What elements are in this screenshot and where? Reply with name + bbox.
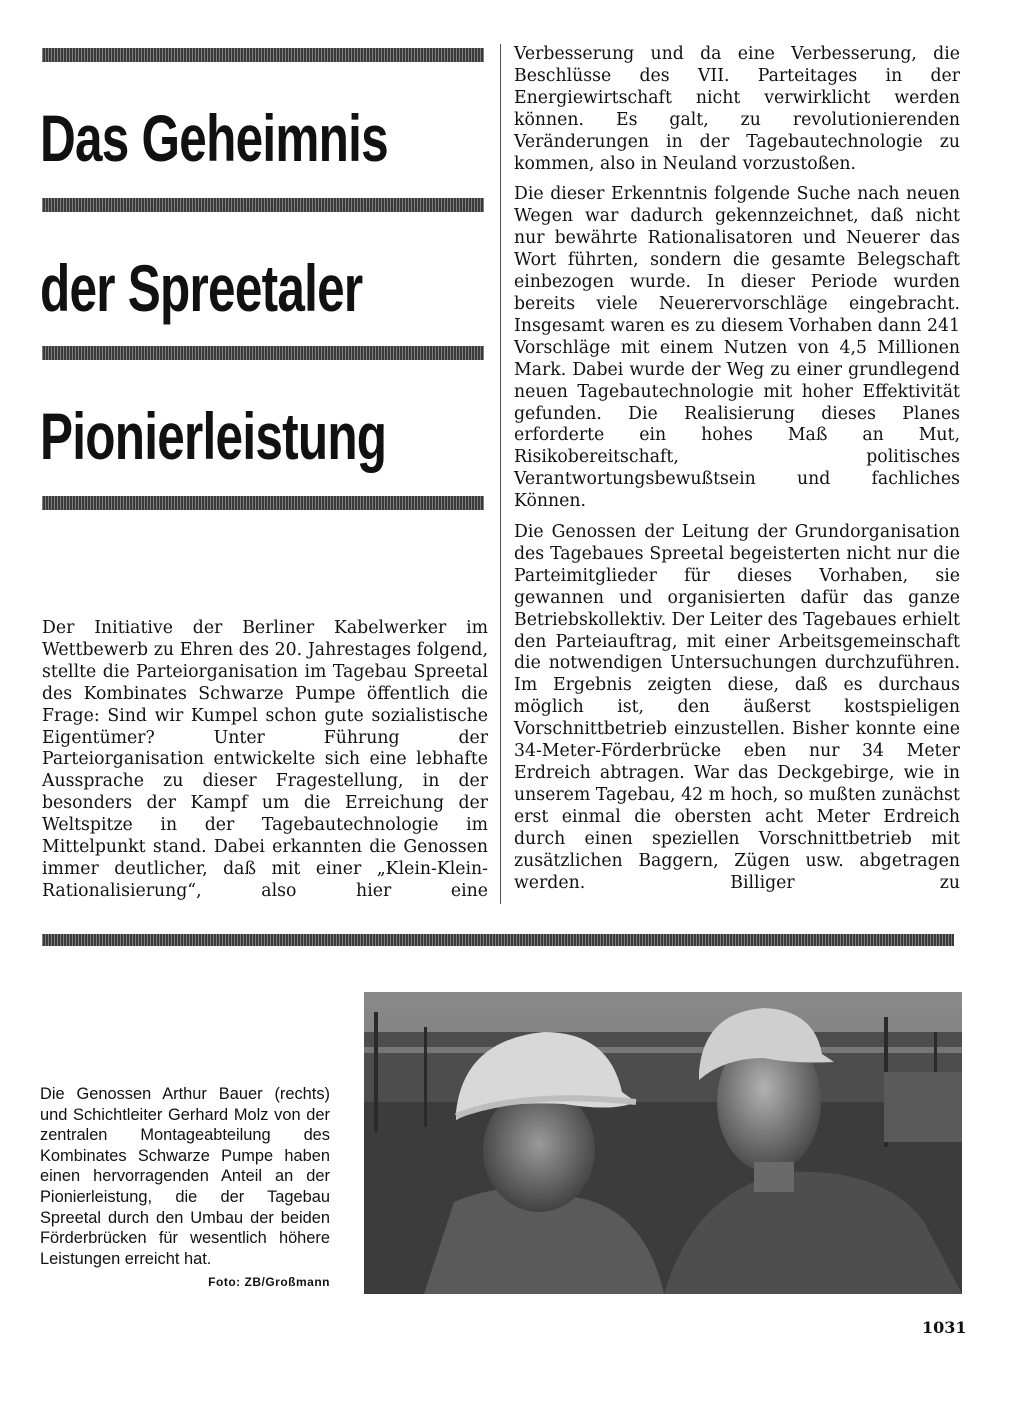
headline-rule-top [42, 48, 484, 62]
page-number: 1031 [922, 1318, 967, 1337]
caption-text: Die Genossen Arthur Bauer (rechts) und Schichtleiter Gerhard Molz von der zentralen Montageabteilung des Kombinates Schwarze Pumpe haben einen hervorragenden Anteil an der Pionierleistung, die der Tagebau Spreetal durch den Umbau der beiden Förderbrücken für wesentlich höhere Leistungen erreicht hat. [40, 1085, 330, 1268]
section-rule [42, 934, 954, 946]
left-column [42, 618, 488, 912]
headline-line-2: der Spreetaler [40, 251, 363, 325]
photo-credit: Foto: ZB/Großmann [208, 1275, 330, 1290]
headline-rule-2 [42, 198, 484, 212]
right-paragraph-2: Die dieser Erkenntnis folgende Suche nach neuen Wegen war dadurch gekennzeichnet, daß nicht nur bewährte Rationalisatoren und Neuerer das Wort führten, sondern die gesamte Belegschaft einbezogen wurde. In dieser Periode wurden bereits viele Neuerervorschläge eingebracht. Insgesamt waren es zu diesem Vorhaben dann 241 Vorschläge mit einem Nutzen von 4,5 Millionen Mark. Dabei wurde der Weg zu einer grundlegend neuen Tagebautechnologie mit hoher Effektivität gefunden. Die Realisierung dieses Planes erforderte ein hohes Maß an Mut, Risikobereitschaft, politisches Verantwortungsbewußtsein und fachliches Können. [514, 184, 960, 512]
headline-line-1: Das Geheimnis [40, 101, 388, 175]
column-divider [500, 44, 501, 904]
photo-two-workers [364, 992, 962, 1294]
right-column [514, 44, 960, 903]
headline-rule-bottom [42, 496, 484, 510]
left-paragraph-1: Der Initiative der Berliner Kabelwerker im Wettbewerb zu Ehren des 20. Jahrestages folgend, stellte die Parteiorganisation im Tagebau Spreetal des Kombinates Schwarze Pumpe öffentlich die Frage: Sind wir Kumpel schon gute sozialistische Eigentümer? Unter Führung der Parteiorganisation entwickelte sich eine lebhafte Aussprache zu dieser Fragestellung, in der besonders der Kampf um die Erreichung der Weltspitze in der Tagebautechnologie im Mittelpunkt stand. Dabei erkannten die Genossen immer deutlicher, daß mit einer „Klein-Klein-Rationalisierung“, also hier eine [42, 618, 488, 901]
headline-line-3: Pionierleistung [40, 399, 387, 473]
right-paragraph-3: Die Genossen der Leitung der Grundorganisation des Tagebaues Spreetal begeisterten nicht nur die Parteimitglieder für dieses Vorhaben, sie gewannen und organisierten dafür das ganze Betriebskollektiv. Der Leiter des Tagebaues erhielt den Parteiauftrag, mit einer Arbeitsgemeinschaft die notwendigen Untersuchungen durchzuführen. Im Ergebnis zeigten diese, daß es durchaus möglich ist, den äußerst kostspieligen Vorschnittbetrieb einzustellen. Bisher konnte eine 34-Meter-Förderbrücke eben nur 34 Meter Erdreich abtragen. War das Deckgebirge, wie in unserem Tagebau, 42 m hoch, so mußten zunächst erst einmal die obersten acht Meter Erdreich durch einen speziellen Vorschnittbetrieb mit zusätzlichen Baggern, Zügen usw. abgetragen werden. Billiger zu [514, 522, 960, 893]
headline-rule-3 [42, 346, 484, 360]
right-paragraph-1: Verbesserung und da eine Verbesserung, die Beschlüsse des VII. Parteitages in der Energiewirtschaft nicht verwirklicht werden können. Es galt, zu revolutionierenden Veränderungen in der Tagebautechnologie zu kommen, also in Neuland vorzustoßen. [514, 44, 960, 174]
photo-caption [40, 1084, 330, 1293]
